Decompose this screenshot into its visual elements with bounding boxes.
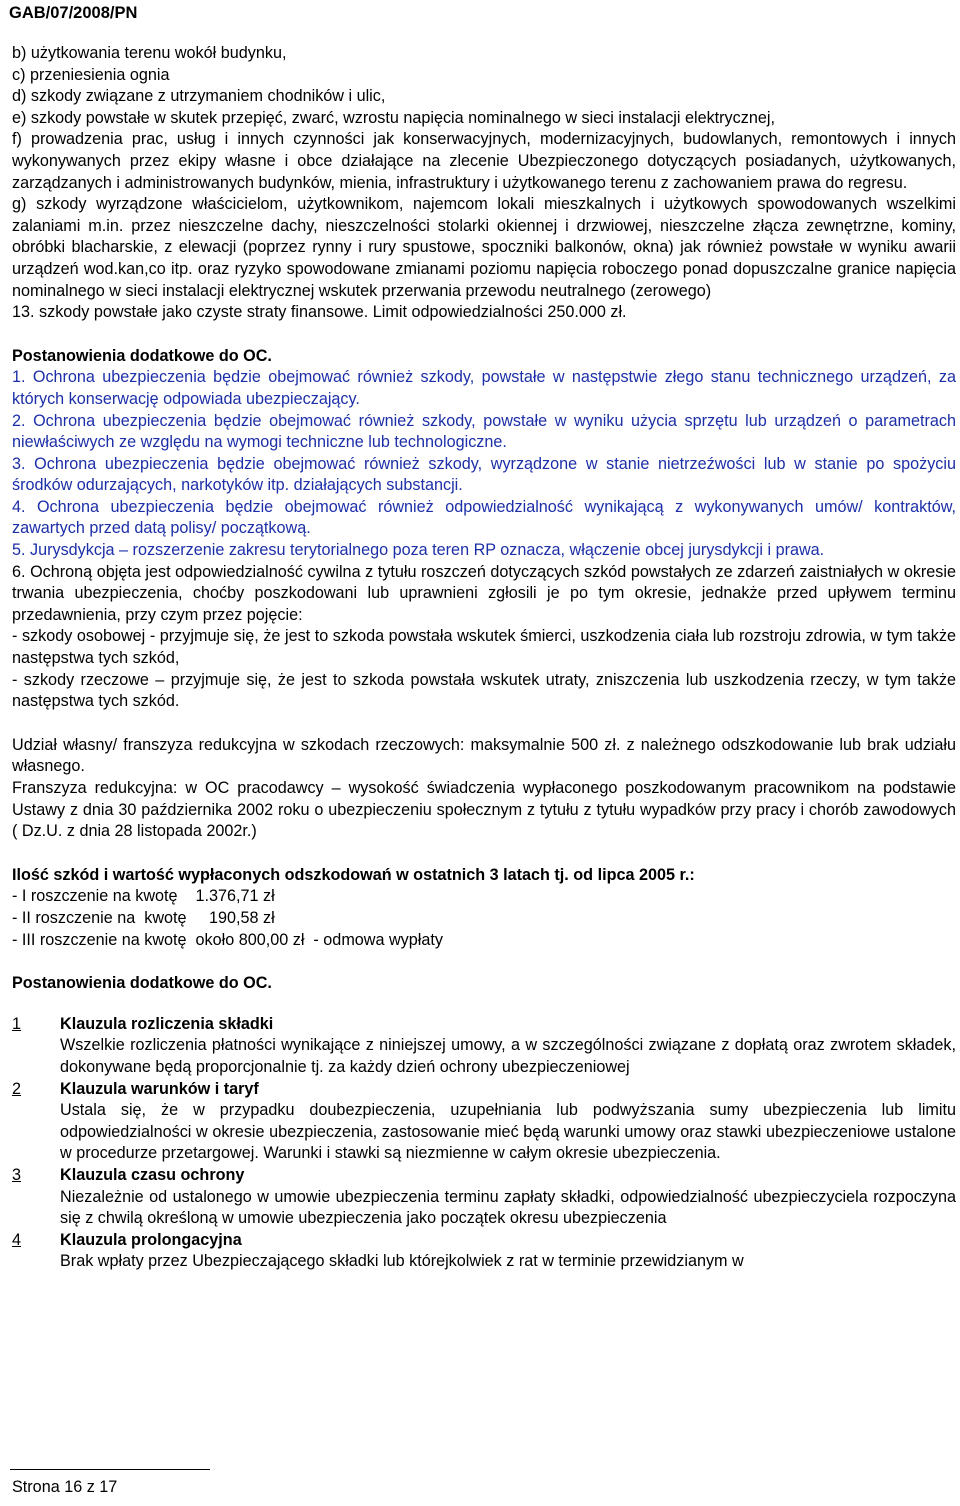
- claims-heading: Ilość szkód i wartość wypłaconych odszkodowań w ostatnich 3 latach tj. od lipca 2005 r.:: [12, 865, 695, 884]
- document-header-code: GAB/07/2008/PN: [9, 4, 138, 22]
- clause-row: [12, 1165, 956, 1230]
- clause-title: Klauzula prolongacyjna: [60, 1230, 242, 1249]
- list-item: b) użytkowania terenu wokół budynku,: [12, 44, 287, 62]
- clause-text: Niezależnie od ustalonego w umowie ubezpieczenia terminu zapłaty składki, odpowiedzialność ubezpieczyciela rozpoczyna się z chwilą określoną w umowie ubezpieczenia jako początek okresu ubezpieczenia: [60, 1187, 956, 1228]
- list-item: d) szkody związane z utrzymaniem chodników i ulic,: [12, 87, 386, 106]
- paragraph-f: f) prowadzenia prac, usług i innych czynności jak konserwacyjnych, modernizacyjnych, budowlanych, remontowych i innych wykonywanych przez ekipy własne i obce działające na zlecenie Ubezpieczonego dotyczących posiadanych, użytkowanych, zarządzanych i administrowanych budynków, mienia, infrastruktury i użytkowanego terenu z zachowaniem prawa do regresu.: [12, 130, 956, 192]
- clause-number: 3: [12, 1165, 22, 1184]
- item-13: 13. szkody powstałe jako czyste straty finansowe. Limit odpowiedzialności 250.000 zł.: [12, 303, 627, 322]
- clause-row: [12, 1079, 956, 1165]
- definition-property-damage: - szkody rzeczowe – przyjmuje się, że jest to szkoda powstała wskutek utraty, zniszczenia lub uszkodzenia rzeczy, w tym także następstwa tych szkód.: [12, 670, 956, 711]
- clause-number: 2: [12, 1079, 22, 1098]
- document-body: [12, 43, 956, 1273]
- list-item: e) szkody powstałe w skutek przepięć, zwarć, wzrostu napięcia nominalnego w sieci instalacji elektrycznej,: [12, 108, 775, 127]
- claim-item: - I roszczenie na kwotę 1.376,71 zł: [12, 887, 275, 906]
- clause-title: Klauzula warunków i taryf: [60, 1079, 259, 1098]
- clause-number: 1: [12, 1014, 22, 1033]
- clause-number: 4: [12, 1230, 22, 1249]
- blue-item: 4. Ochrona ubezpieczenia będzie obejmować również odpowiedzialność wynikającą z wykonywanych umów/ kontraktów, zawartych przed datą polisy/ początkową.: [12, 497, 956, 538]
- clause-title: Klauzula rozliczenia składki: [60, 1014, 274, 1033]
- claim-item: - II roszczenie na kwotę 190,58 zł: [12, 908, 275, 927]
- section-heading: Postanowienia dodatkowe do OC.: [12, 346, 272, 365]
- page-number: Strona 16 z 17: [12, 1478, 118, 1496]
- paragraph-g: g) szkody wyrządzone właścicielom, użytkownikom, najemcom lokali mieszkalnych i użytkowych spowodowanych wszelkimi zalaniami m.in. przez nieszczelne dachy, nieszczelności stolarki okiennej i drzwiowej, nieszczelne złącza zewnętrzne, kominy, obróbki blacharskie, z elewacji (poprzez rynny i rury spustowe, spoczniki balkonów, okna) jak również powstałe w wyniku awarii urządzeń wod.kan,co itp. oraz ryzyko spowodowane zmianami poziomu napięcia roboczego ponad dopuszczalne granice napięcia nominalnego w sieci instalacji elektrycznej wskutek przerwania przewodu neutralnego (zerowego): [12, 195, 956, 300]
- clause-row: [12, 1014, 956, 1079]
- section-heading: Postanowienia dodatkowe do OC.: [12, 974, 272, 993]
- blue-item: 3. Ochrona ubezpieczenia będzie obejmować również szkody, wyrządzone w stanie nietrzeźwości lub w stanie po spożyciu środków odurzających, narkotyków itp. działających substancji.: [12, 454, 956, 495]
- item-6: 6. Ochroną objęta jest odpowiedzialność cywilna z tytułu roszczeń dotyczących szkód powstałych ze zdarzeń zaistniałych w okresie trwania ubezpieczenia, choćby poszkodowani lub uprawnieni zgłosili je po tym okresie, jednakże przed upływem terminu przedawnienia, przy czym przez pojęcie:: [12, 562, 956, 624]
- clause-title: Klauzula czasu ochrony: [60, 1165, 245, 1184]
- footer-divider: [10, 1469, 210, 1470]
- clauses-table: [12, 1014, 956, 1273]
- clause-text: Wszelkie rozliczenia płatności wynikające z niniejszej umowy, a w szczególności związane z dopłatą oraz zwrotem składek, dokonywane będą proporcjonalnie tj. za każdy dzień ochrony ubezpieczeniowej: [60, 1036, 956, 1076]
- clause-text: Ustala się, że w przypadku doubezpieczenia, uzupełniania lub podwyższania sumy ubezpieczenia lub limitu odpowiedzialności w okresie ubezpieczenia, zastosowanie mieć będą warunki umowy oraz stawki ubezpieczeniowe ustalone w procedurze przetargowej. Warunki i stawki są niezmienne w całym okresie ubezpieczenia.: [60, 1101, 956, 1163]
- blue-item: 5. Jurysdykcja – rozszerzenie zakresu terytorialnego poza teren RP oznacza, włączenie obcej jurysdykcji i prawa.: [12, 541, 825, 560]
- definition-personal-damage: - szkody osobowej - przyjmuje się, że jest to szkoda powstała wskutek śmierci, uszkodzenia ciała lub rozstroju zdrowia, w tym także następstwa tych szkód,: [12, 627, 956, 668]
- clause-row: [12, 1230, 956, 1273]
- blue-item: 2. Ochrona ubezpieczenia będzie obejmować również szkody, powstałe w wyniku użycia sprzętu lub urządzeń o parametrach niewłaściwych ze względu na wymogi techniczne lub technologiczne.: [12, 411, 956, 452]
- deductible-paragraph: Udział własny/ franszyza redukcyjna w szkodach rzeczowych: maksymalnie 500 zł. z należnego odszkodowanie lub brak udziału własnego.: [12, 735, 956, 776]
- franchise-paragraph: Franszyza redukcyjna: w OC pracodawcy – wysokość świadczenia wypłaconego poszkodowanym pracownikom na podstawie Ustawy z dnia 30 października 2002 roku o ubezpieczeniu społecznym z tytułu z tytułu wypadków przy pracy i chorób zawodowych ( Dz.U. z dnia 28 listopada 2002r.): [12, 779, 956, 841]
- blue-item: 1. Ochrona ubezpieczenia będzie obejmować również szkody, powstałe w następstwie złego stanu technicznego urządzeń, za których konserwację odpowiada ubezpieczający.: [12, 368, 956, 408]
- claim-item: - III roszczenie na kwotę około 800,00 zł - odmowa wypłaty: [12, 930, 443, 949]
- list-item: c) przeniesienia ognia: [12, 65, 170, 84]
- clause-text: Brak wpłaty przez Ubezpieczającego składki lub którejkolwiek z rat w terminie przewidzianym w: [60, 1252, 744, 1271]
